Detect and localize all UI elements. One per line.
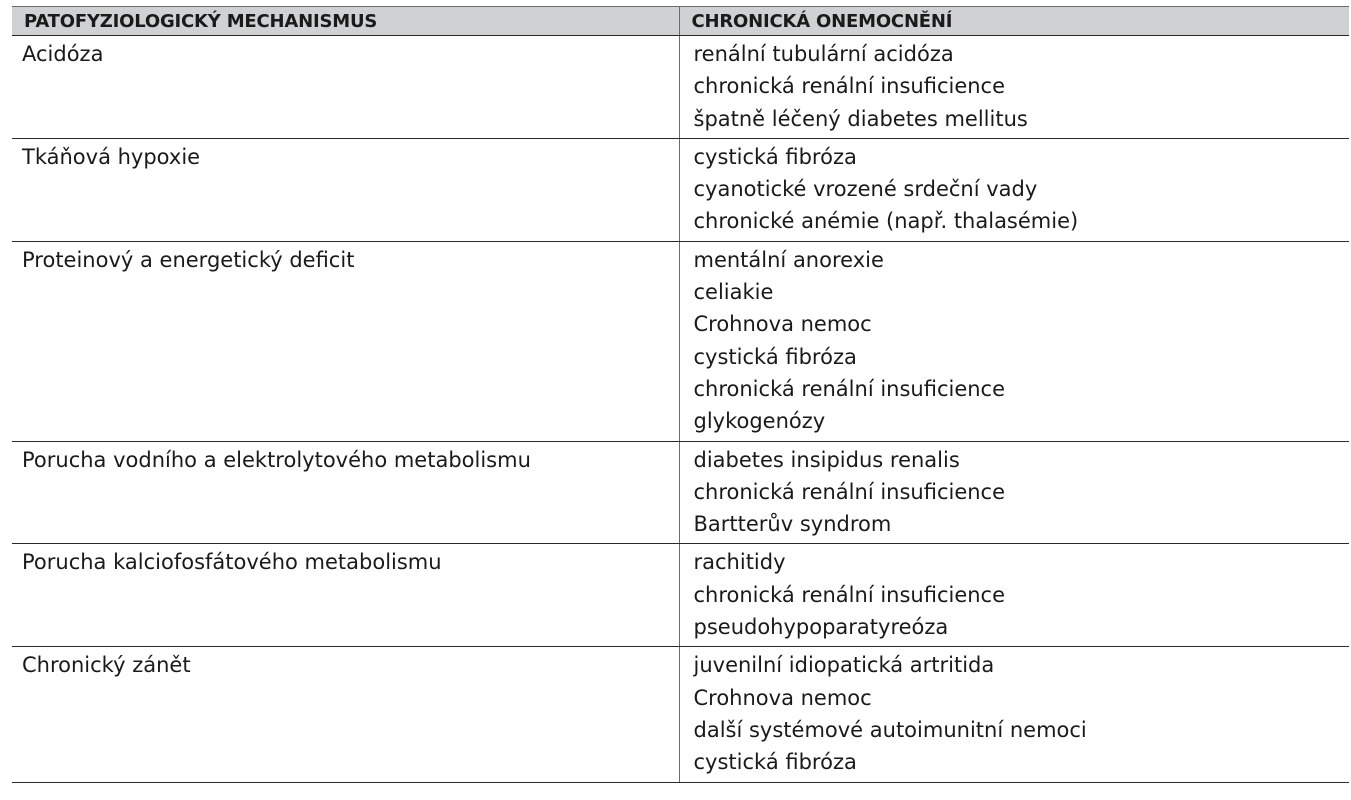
disease-item: celiakie — [693, 280, 774, 305]
disease-item: špatně léčený diabetes mellitus — [693, 106, 1028, 131]
disease-item: juvenilní idiopatická artritida — [693, 653, 995, 678]
disease-item: Bartterův syndrom — [693, 512, 892, 537]
table-row — [12, 138, 1349, 241]
header-chronic-diseases: CHRONICKÁ ONEMOCNĚNÍ — [679, 7, 1349, 36]
disease-item: glykogenózy — [693, 409, 826, 434]
table-row — [12, 544, 1349, 647]
disease-item: cystická fibróza — [693, 750, 857, 775]
disease-item: renální tubulární acidóza — [693, 42, 954, 66]
mechanism-label: Porucha vodního a elektrolytového metabolismu — [22, 447, 531, 472]
disease-item: Crohnova nemoc — [693, 685, 872, 710]
disease-cell — [679, 36, 1349, 139]
disease-cell — [679, 544, 1349, 647]
table-header-row — [12, 7, 1349, 36]
disease-item: chronická renální insuficience — [693, 376, 1006, 401]
disease-item: cyanotické vrozené srdeční vady — [693, 177, 1038, 202]
mechanism-disease-table — [12, 6, 1349, 783]
disease-cell — [679, 241, 1349, 441]
mechanism-label: Acidóza — [22, 42, 104, 66]
disease-item: další systémové autoimunitní nemoci — [693, 717, 1087, 742]
table-row — [12, 647, 1349, 782]
header-mechanism: PATOFYZIOLOGICKÝ MECHANISMUS — [12, 7, 679, 36]
disease-item: cystická fibróza — [693, 344, 857, 369]
disease-cell — [679, 138, 1349, 241]
table-row — [12, 36, 1349, 139]
disease-item: rachitidy — [693, 550, 786, 575]
mechanism-label: Tkáňová hypoxie — [22, 144, 201, 169]
mechanism-cell — [12, 138, 679, 241]
disease-item: Crohnova nemoc — [693, 312, 872, 337]
disease-item: diabetes insipidus renalis — [693, 447, 960, 472]
disease-cell — [679, 647, 1349, 782]
disease-item: mentální anorexie — [693, 247, 884, 272]
mechanism-label: Porucha kalciofosfátového metabolismu — [22, 550, 442, 575]
disease-item: chronická renální insuficience — [693, 582, 1006, 607]
mechanism-label: Proteinový a energetický deficit — [22, 247, 355, 272]
mechanism-cell — [12, 544, 679, 647]
table-row — [12, 441, 1349, 544]
mechanism-cell — [12, 647, 679, 782]
disease-cell — [679, 441, 1349, 544]
mechanism-cell — [12, 241, 679, 441]
table-row — [12, 241, 1349, 441]
mechanism-label: Chronický zánět — [22, 653, 191, 678]
disease-item: chronické anémie (např. thalasémie) — [693, 209, 1079, 234]
disease-item: chronická renální insuficience — [693, 479, 1006, 504]
mechanism-cell — [12, 441, 679, 544]
table-body — [12, 36, 1349, 783]
disease-item: chronická renální insuficience — [693, 74, 1006, 99]
mechanism-cell — [12, 36, 679, 139]
disease-item: pseudohypoparatyreóza — [693, 615, 949, 640]
disease-item: cystická fibróza — [693, 144, 857, 169]
